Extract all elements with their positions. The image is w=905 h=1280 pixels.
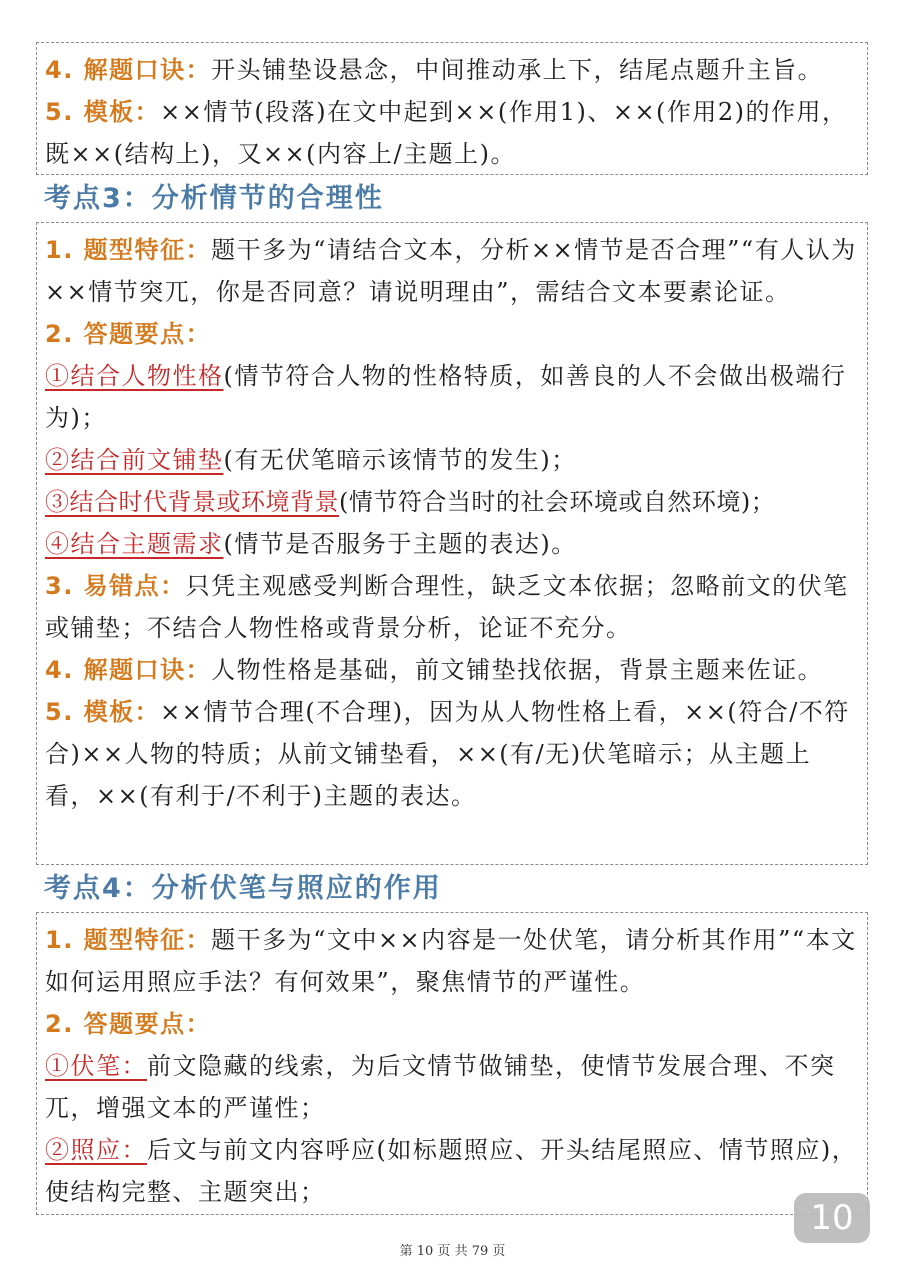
point-text: 后文与前文内容呼应(如标题照应、开头结尾照应、情节照应)，使结构完整、主题突出； [45, 1136, 858, 1206]
point-key: ①结合人物性格 [45, 362, 224, 390]
point-text: (情节是否服务于主题的表达)。 [223, 530, 577, 558]
answer-point [45, 439, 859, 481]
point-key: ④结合主题需求 [45, 530, 224, 558]
continuation-box [36, 42, 868, 175]
point-key: ②结合前文铺垫 [45, 446, 224, 474]
item-text: ××情节合理(不合理)，因为从人物性格上看，××(符合/不符合)××人物的特质；从前文铺垫看，××(有/无)伏笔暗示；从主题上看，××(有利于/不利于)主题的表达。 [45, 698, 850, 810]
question-feature-item [45, 229, 859, 313]
answer-point [45, 481, 859, 523]
item-text: 题干多为“文中××内容是一处伏笔，请分析其作用”“本文如何运用照应手法？有何效果”，聚焦情节的严谨性。 [45, 926, 857, 996]
item-label: 5. 模板： [45, 98, 161, 126]
item-label: 4. 解题口诀： [45, 56, 212, 84]
question-feature-item [45, 919, 859, 1003]
item-text: 开头铺垫设悬念，中间推动承上下，结尾点题升主旨。 [211, 56, 824, 84]
answer-points-heading [45, 1003, 859, 1045]
answer-point [45, 523, 859, 565]
item-label: 1. 题型特征： [45, 926, 212, 954]
answer-point [45, 1129, 859, 1213]
item-label: 2. 答题要点： [45, 320, 212, 348]
answer-point [45, 355, 859, 439]
page-footer: 第 10 页 共 79 页 [399, 1244, 506, 1259]
section4-box [36, 912, 868, 1215]
point-text: (情节符合当时的社会环境或自然环境)； [339, 488, 776, 516]
item-label: 1. 题型特征： [45, 236, 212, 264]
item-label: 3. 易错点： [45, 572, 186, 600]
point-key: ②照应： [45, 1136, 147, 1164]
item-text: 只凭主观感受判断合理性，缺乏文本依据；忽略前文的伏笔或铺垫；不结合人物性格或背景分析，论证不充分。 [45, 572, 849, 642]
point-key: ①伏笔： [45, 1052, 147, 1080]
item-text: 题干多为“请结合文本，分析××情节是否合理”“有人认为××情节突兀，你是否同意？请说明理由”，需结合文本要素论证。 [45, 236, 857, 306]
item-label: 2. 答题要点： [45, 1010, 212, 1038]
template-item [45, 91, 859, 175]
item-text: ××情节(段落)在文中起到××(作用1)、××(作用2)的作用，既××(结构上)，又××(内容上/主题上)。 [45, 98, 848, 168]
point-key: ③结合时代背景或环境背景 [45, 488, 339, 516]
section3-box [36, 222, 868, 865]
item-text: 人物性格是基础，前文铺垫找依据，背景主题来佐证。 [211, 656, 824, 684]
point-text: (有无伏笔暗示该情节的发生)； [223, 446, 577, 474]
section-title: 考点4：分析伏笔与照应的作用 [44, 873, 442, 904]
answer-points-heading [45, 313, 859, 355]
item-label: 5. 模板： [45, 698, 161, 726]
common-errors-item [45, 565, 859, 649]
point-text: (情节符合人物的性格特质，如善良的人不会做出极端行为)； [45, 362, 847, 432]
page-number-badge: 10 [794, 1193, 870, 1243]
point-text: 前文隐藏的线索，为后文情节做铺垫，使情节发展合理、不突兀，增强文本的严谨性； [45, 1052, 836, 1122]
formula-item [45, 649, 859, 691]
item-label: 4. 解题口诀： [45, 656, 212, 684]
template-item [45, 691, 859, 817]
section-title: 考点3：分析情节的合理性 [44, 183, 384, 214]
formula-item [45, 49, 859, 91]
answer-point [45, 1045, 859, 1129]
